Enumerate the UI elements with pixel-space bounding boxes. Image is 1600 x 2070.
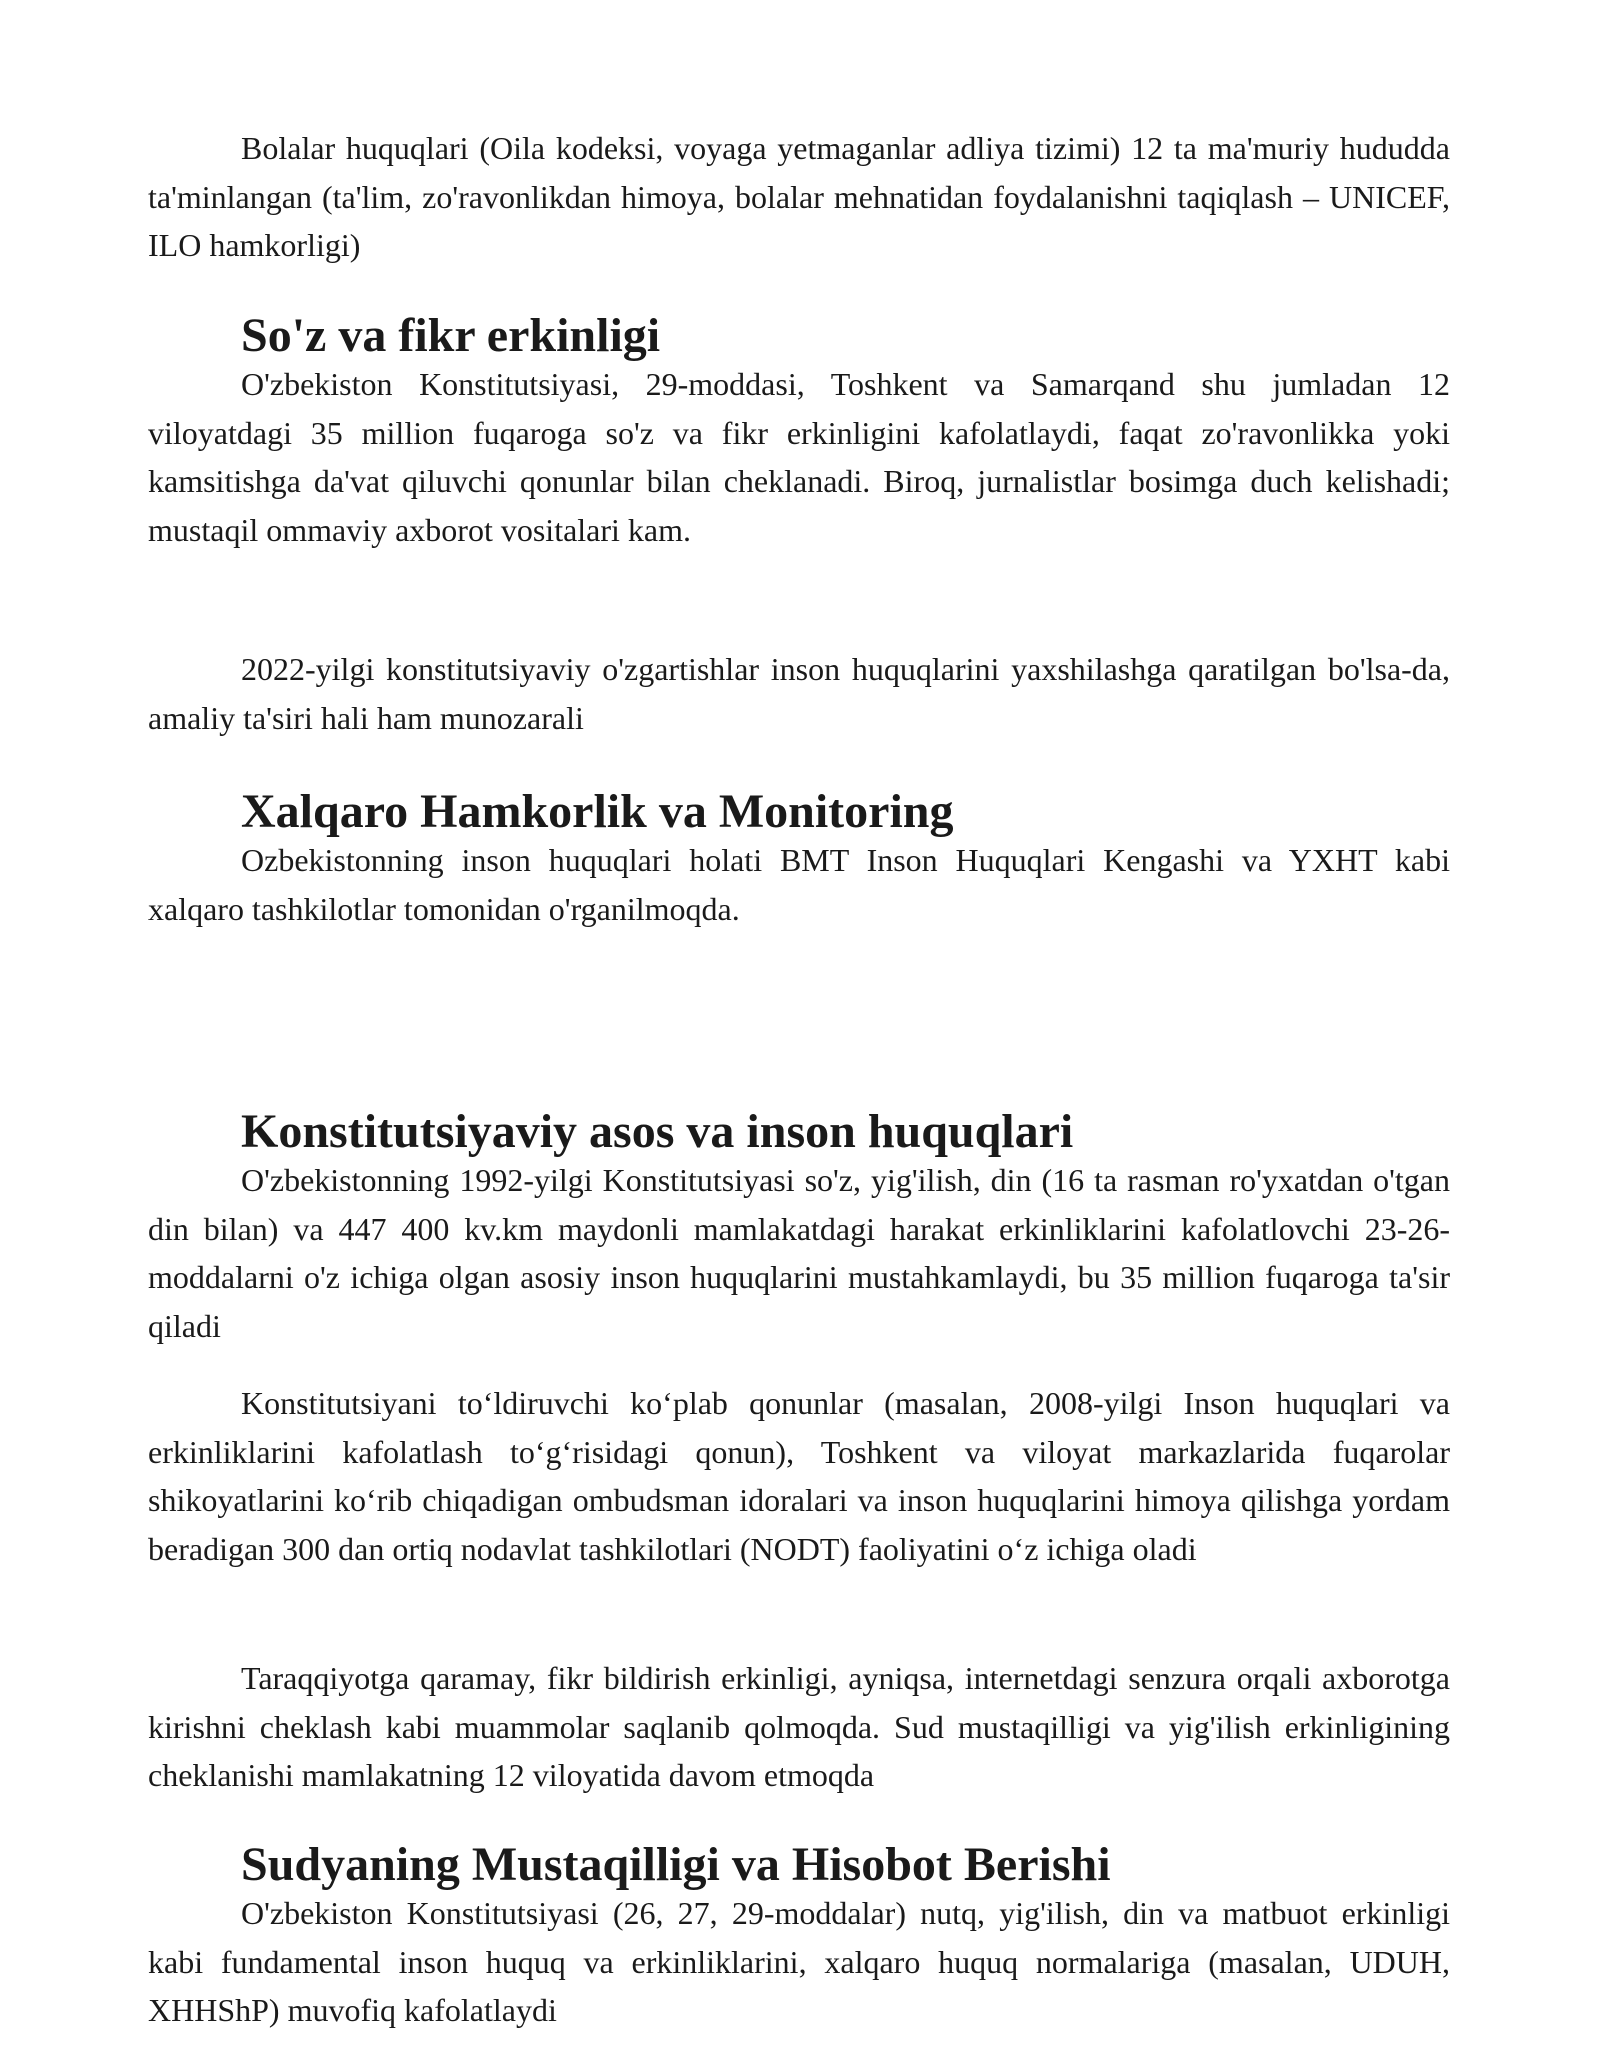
section-freedom-of-speech [148,309,1450,554]
paragraph-block-children-rights [148,124,1450,270]
section-constitutional-basis [148,1105,1450,1350]
paragraph-block-constitutional-amendments [148,645,1450,742]
paragraph-judicial-independence: O'zbekiston Konstitutsiyasi (26, 27, 29-moddalar) nutq, yig'ilish, din va matbuot erkinligi kabi fundamental inson huquq va erkinliklarini, xalqaro huquq normalariga (masalan, UDUH, XHHShP) muvofiq kafolatlaydi [148,1895,1450,2028]
heading-freedom-of-speech: So'z va fikr erkinligi [241,309,661,362]
paragraph-children-rights: Bolalar huquqlari (Oila kodeksi, voyaga yetmaganlar adliya tizimi) 12 ta ma'muriy hududda ta'minlangan (ta'lim, zo'ravonlikdan himoya, bolalar mehnatidan foydalanishni taqiqlash – UNICEF, ILO hamkorligi) [148,130,1450,263]
paragraph-constitutional-amendments: 2022-yilgi konstitutsiyaviy o'zgartishlar inson huquqlarini yaxshilashga qaratilgan bo'lsa-da, amaliy ta'siri hali ham munozarali [148,651,1450,736]
heading-international-cooperation: Xalqaro Hamkorlik va Monitoring [241,785,954,838]
paragraph-international-cooperation: Ozbekistonning inson huquqlari holati BMT Inson Huquqlari Kengashi va YXHT kabi xalqaro tashkilotlar tomonidan o'rganilmoqda. [148,842,1450,927]
section-judicial-independence [148,1838,1450,2035]
heading-judicial-independence: Sudyaning Mustaqilligi va Hisobot Berishi [241,1838,1111,1891]
paragraph-block-remaining-problems [148,1654,1450,1800]
paragraph-remaining-problems: Taraqqiyotga qaramay, fikr bildirish erkinligi, ayniqsa, internetdagi senzura orqali axborotga kirishni cheklash kabi muammolar saqlanib qolmoqda. Sud mustaqilligi va yig'ilish erkinligining cheklanishi mamlakatning 12 viloyatida davom etmoqda [148,1660,1450,1793]
section-international-cooperation [148,785,1450,933]
heading-constitutional-basis: Konstitutsiyaviy asos va inson huquqlari [241,1105,1074,1158]
paragraph-freedom-of-speech: O'zbekiston Konstitutsiyasi, 29-moddasi, Toshkent va Samarqand shu jumladan 12 viloyatdagi 35 million fuqaroga so'z va fikr erkinligini kafolatlaydi, faqat zo'ravonlikka yoki kamsitishga da'vat qiluvchi qonunlar bilan cheklanadi. Biroq, jurnalistlar bosimga duch kelishadi; mustaqil ommaviy axborot vositalari kam. [148,366,1450,548]
paragraph-block-supplementary-laws [148,1379,1450,1573]
paragraph-constitutional-basis: O'zbekistonning 1992-yilgi Konstitutsiyasi so'z, yig'ilish, din (16 ta rasman ro'yxatdan o'tgan din bilan) va 447 400 kv.km maydonli mamlakatdagi harakat erkinliklarini kafolatlovchi 23-26-moddalarni o'z ichiga olgan asosiy inson huquqlarini mustahkamlaydi, bu 35 million fuqaroga ta'sir qiladi [148,1162,1450,1344]
paragraph-supplementary-laws: Konstitutsiyani to‘ldiruvchi ko‘plab qonunlar (masalan, 2008-yilgi Inson huquqlari va erkinliklarini kafolatlash to‘g‘risidagi qonun), Toshkent va viloyat markazlarida fuqarolar shikoyatlarini ko‘rib chiqadigan ombudsman idoralari va inson huquqlarini himoya qilishga yordam beradigan 300 dan ortiq nodavlat tashkilotlari (NODT) faoliyatini o‘z ichiga oladi [148,1385,1450,1567]
